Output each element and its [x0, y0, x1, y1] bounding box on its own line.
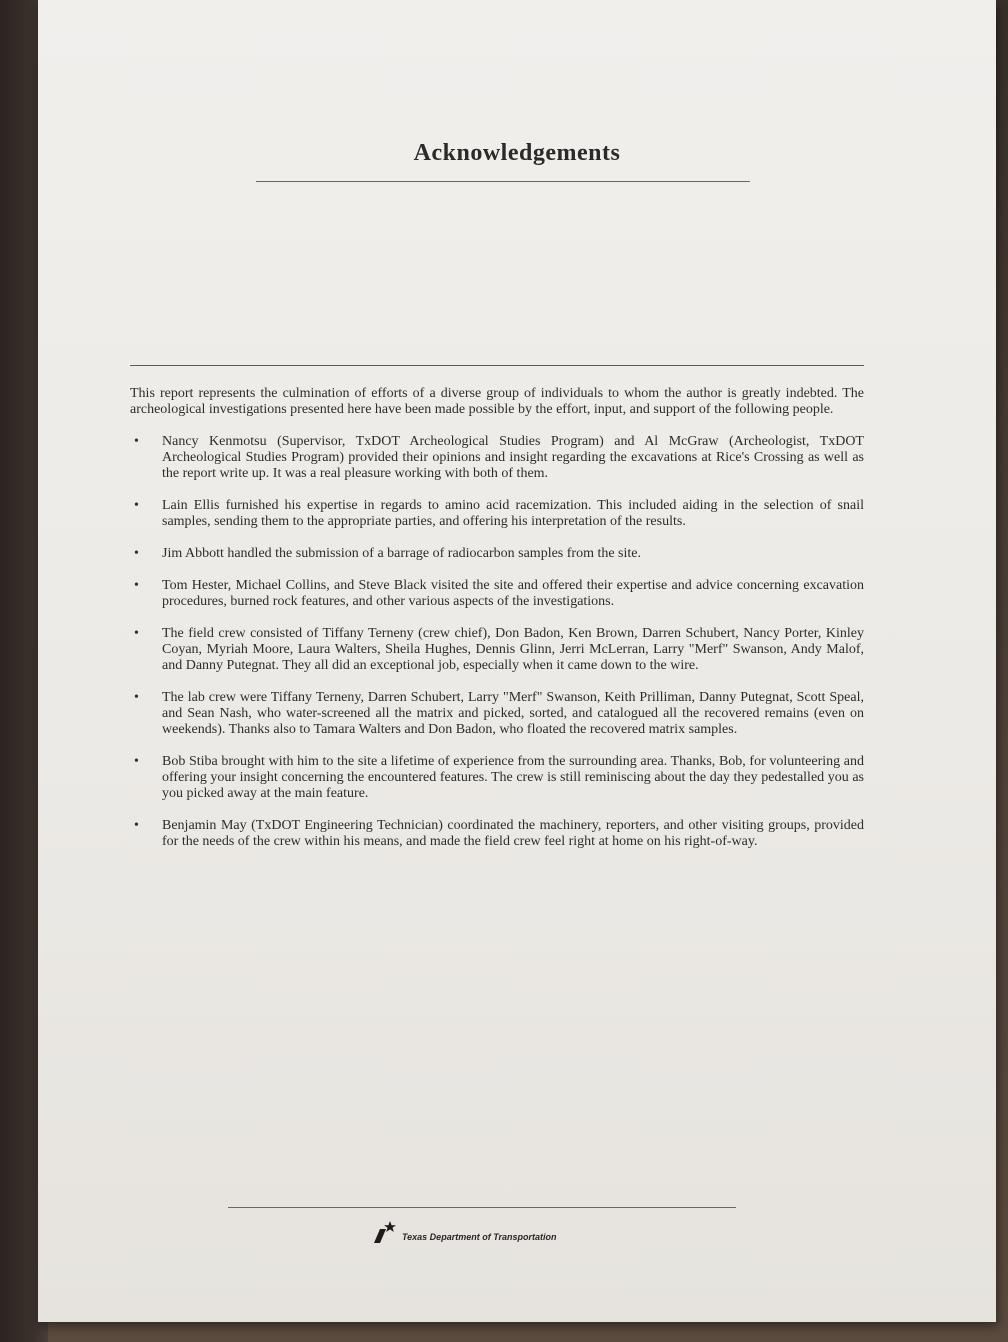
page-title: Acknowledgements [413, 140, 621, 166]
list-item: • Tom Hester, Michael Collins, and Steve Black visited the site and offered their expertise and advice concerning excavation procedures, burned rock features, and other various aspects of the investigations. [130, 578, 864, 610]
footer-divider [228, 1207, 736, 1208]
txdot-star-logo-icon [372, 1220, 398, 1244]
list-item: • Benjamin May (TxDOT Engineering Technician) coordinated the machinery, reporters, and other visiting groups, provided for the needs of the crew within his means, and made the field crew feel right at home on his right-of-way. [130, 818, 864, 850]
list-item: • Jim Abbott handled the submission of a barrage of radiocarbon samples from the site. [130, 546, 864, 562]
title-underline [256, 181, 750, 182]
list-item: • Nancy Kenmotsu (Supervisor, TxDOT Archeological Studies Program) and Al McGraw (Archeologist, TxDOT Archeological Studies Program) provided their opinions and insight regarding the excavations at Rice's Crossing as well as the report write up. It was a real pleasure working with both of them. [130, 434, 864, 482]
acknowledgements-body [130, 386, 864, 866]
list-item: • Lain Ellis furnished his expertise in regards to amino acid racemization. This included aiding in the selection of snail samples, sending them to the appropriate parties, and offering his interpretation of the results. [130, 498, 864, 530]
list-item: • Bob Stiba brought with him to the site a lifetime of experience from the surrounding area. Thanks, Bob, for volunteering and offering your insight concerning the encountered features. The crew is still reminiscing about the day they pedestalled you as you picked away at the main feature. [130, 754, 864, 802]
agency-name: Texas Department of Transportation [402, 1232, 557, 1242]
list-item: • The lab crew were Tiffany Terneny, Darren Schubert, Larry "Merf" Swanson, Keith Prilliman, Danny Putegnat, Scott Speal, and Sean Nash, who water-screened all the matrix and picked, sorted, and catalogued all the recovered remains (even on weekends). Thanks also to Tamara Walters and Don Badon, who floated the recovered matrix samples. [130, 690, 864, 738]
footer-logo [372, 1220, 557, 1244]
acknowledgement-list [130, 434, 864, 850]
list-item: • The field crew consisted of Tiffany Terneny (crew chief), Don Badon, Ken Brown, Darren Schubert, Nancy Porter, Kinley Coyan, Myriah Moore, Laura Walters, Sheila Hughes, Dennis Glinn, Jerri McLerran, Larry "Merf" Swanson, Andy Malof, and Danny Putegnat. They all did an exceptional job, especially when it came down to the wire. [130, 626, 864, 674]
intro-paragraph: This report represents the culmination of efforts of a diverse group of individuals to whom the author is greatly indebted. The archeological investigations presented here have been made possible by the effort, input, and support of the following people. [130, 386, 864, 417]
section-divider [130, 365, 864, 366]
document-page [38, 0, 996, 1322]
